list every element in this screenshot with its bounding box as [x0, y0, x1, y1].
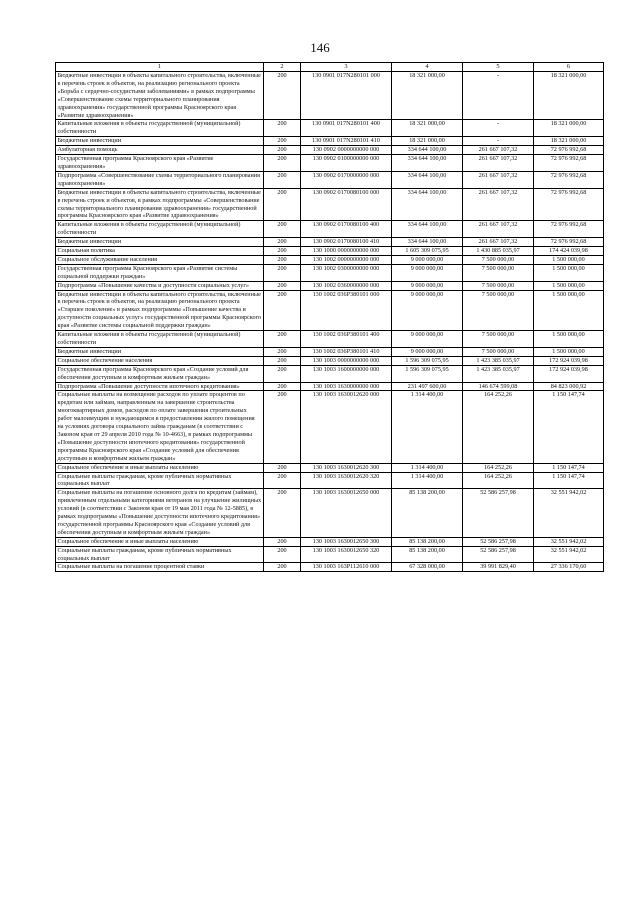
table-row [56, 356, 604, 365]
row-amount-executed: 1 430 885 035,97 [463, 247, 534, 256]
row-amount-executed: 261 667 107,32 [463, 221, 534, 238]
row-name: Социальные выплаты гражданам, кроме публичных нормативных социальных выплат [56, 546, 264, 563]
table-row [56, 221, 604, 238]
table-row [56, 391, 604, 463]
row-amount-plan: 18 321 000,00 [392, 120, 463, 137]
row-amount-executed: 7 500 000,00 [463, 281, 534, 290]
row-amount-remaining: 27 336 170,60 [534, 563, 604, 572]
table-row [56, 546, 604, 563]
row-amount-remaining: 18 321 000,00 [534, 137, 604, 146]
table-row [56, 120, 604, 137]
row-amount-executed: 39 991 829,40 [463, 563, 534, 572]
row-amount-plan: 1 596 309 075,95 [392, 356, 463, 365]
row-amount-executed: 261 667 107,32 [463, 238, 534, 247]
row-amount-executed: 7 500 000,00 [463, 290, 534, 331]
row-name: Социальное обеспечение и иные выплаты населению [56, 463, 264, 472]
row-code: 200 [264, 537, 301, 546]
table-row [56, 255, 604, 264]
row-classification: 130 0902 0170080100 000 [301, 188, 392, 221]
row-classification: 130 1002 0360000000 000 [301, 281, 392, 290]
row-classification: 130 1003 1630012650 300 [301, 537, 392, 546]
row-classification: 130 0902 0000000000 000 [301, 146, 392, 155]
row-name: Амбулаторная помощь [56, 146, 264, 155]
row-name: Бюджетные инвестиции в объекты капитального строительства, включенные в перечень строек и объектов, на реализацию регионального проекта «Старшее поколение» в рамках подпрограммы «Повышение качества и доступности социальных услуг» государственной программы Красноярского края «Развитие системы социальной поддержки граждан» [56, 290, 264, 331]
row-classification: 130 1003 1630000000 000 [301, 382, 392, 391]
row-code: 200 [264, 463, 301, 472]
row-amount-remaining: 84 823 000,92 [534, 382, 604, 391]
row-code: 200 [264, 137, 301, 146]
table-body [56, 72, 604, 572]
table-row [56, 146, 604, 155]
row-amount-remaining: 18 321 000,00 [534, 120, 604, 137]
table-row [56, 290, 604, 331]
row-classification: 130 0902 0170000000 000 [301, 171, 392, 188]
row-amount-executed: 52 586 257,98 [463, 537, 534, 546]
row-code: 200 [264, 120, 301, 137]
row-code: 200 [264, 155, 301, 172]
row-code: 200 [264, 472, 301, 489]
row-name: Подпрограмма «Совершенствование схемы территориального планирования здравоохранения» [56, 171, 264, 188]
row-code: 200 [264, 72, 301, 120]
row-classification: 130 1003 1630012650 000 [301, 489, 392, 537]
row-amount-plan: 9 000 000,00 [392, 281, 463, 290]
row-code: 200 [264, 382, 301, 391]
row-code: 200 [264, 365, 301, 382]
row-code: 200 [264, 546, 301, 563]
row-classification: 130 0901 017N280101 410 [301, 137, 392, 146]
row-name: Капитальные вложения в объекты государственной (муниципальной) собственности [56, 120, 264, 137]
row-amount-remaining: 72 976 992,68 [534, 221, 604, 238]
row-amount-executed: - [463, 72, 534, 120]
column-header: 3 [301, 63, 392, 72]
row-name: Социальные выплаты на погашение процентной ставки [56, 563, 264, 572]
row-amount-remaining: 1 150 147,74 [534, 472, 604, 489]
row-classification: 130 1003 1630012650 320 [301, 546, 392, 563]
table-row [56, 537, 604, 546]
row-name: Бюджетные инвестиции в объекты капитального строительства, включенные в перечень строек и объектов, на реализацию регионального проекта «Борьба с сердечно-сосудистыми заболеваниями» в рамках подпрограммы «Совершенствование схемы территориального планирования здравоохранения» государственной программы Красноярского края «Развитие здравоохранения» [56, 72, 264, 120]
row-code: 200 [264, 171, 301, 188]
row-name: Бюджетные инвестиции [56, 137, 264, 146]
row-amount-remaining: 72 976 992,68 [534, 238, 604, 247]
row-amount-executed: 7 500 000,00 [463, 331, 534, 348]
row-amount-remaining: 72 976 992,68 [534, 188, 604, 221]
row-code: 200 [264, 221, 301, 238]
row-amount-plan: 334 644 100,00 [392, 188, 463, 221]
row-name: Социальные выплаты гражданам, кроме публичных нормативных социальных выплат [56, 472, 264, 489]
row-amount-plan: 231 497 600,00 [392, 382, 463, 391]
row-amount-plan: 334 644 100,00 [392, 171, 463, 188]
row-classification: 130 1002 036P380101 410 [301, 347, 392, 356]
row-classification: 130 1003 1600000000 000 [301, 365, 392, 382]
table-row [56, 347, 604, 356]
row-amount-executed: 1 423 385 035,97 [463, 356, 534, 365]
row-amount-plan: 85 138 200,00 [392, 537, 463, 546]
row-classification: 130 1003 163P112610 000 [301, 563, 392, 572]
table-row [56, 155, 604, 172]
row-amount-remaining: 32 551 942,02 [534, 537, 604, 546]
row-code: 200 [264, 247, 301, 256]
row-name: Бюджетные инвестиции [56, 347, 264, 356]
row-amount-remaining: 1 500 000,00 [534, 264, 604, 281]
row-amount-executed: 164 252,26 [463, 472, 534, 489]
row-amount-remaining: 32 551 942,02 [534, 489, 604, 537]
row-classification: 130 0902 0170080100 400 [301, 221, 392, 238]
row-name: Бюджетные инвестиции в объекты капитального строительства, включенные в перечень строек и объектов, в рамках подпрограммы «Совершенствование схемы территориального планирования здравоохранения» государственной программы Красноярского края «Развитие здравоохранения» [56, 188, 264, 221]
table-row [56, 563, 604, 572]
row-classification: 130 1000 0000000000 000 [301, 247, 392, 256]
row-code: 200 [264, 563, 301, 572]
row-name: Подпрограмма «Повышение доступности ипотечного кредитования» [56, 382, 264, 391]
row-name: Капитальные вложения в объекты государственной (муниципальной) собственности [56, 221, 264, 238]
row-amount-plan: 9 000 000,00 [392, 347, 463, 356]
row-amount-remaining: 1 500 000,00 [534, 347, 604, 356]
row-amount-remaining: 1 500 000,00 [534, 255, 604, 264]
table-row [56, 171, 604, 188]
row-amount-plan: 9 000 000,00 [392, 331, 463, 348]
row-code: 200 [264, 331, 301, 348]
row-code: 200 [264, 238, 301, 247]
row-amount-plan: 9 000 000,00 [392, 255, 463, 264]
row-amount-remaining: 1 150 147,74 [534, 391, 604, 463]
row-code: 200 [264, 188, 301, 221]
table-row [56, 463, 604, 472]
row-amount-plan: 1 596 309 075,95 [392, 365, 463, 382]
row-amount-remaining: 1 150 147,74 [534, 463, 604, 472]
row-code: 200 [264, 356, 301, 365]
row-amount-plan: 85 138 200,00 [392, 546, 463, 563]
row-name: Государственная программа Красноярского края «Создание условий для обеспечения доступным и комфортным жильем граждан» [56, 365, 264, 382]
row-classification: 130 1003 0000000000 000 [301, 356, 392, 365]
row-name: Социальные выплаты на возмещение расходов по уплате процентов по кредитам или займам, направленным на завершение строительства многоквартирных домов, расходов по оплате завершения строительных работ малоимущим и нуждающимся в предоставлении жилого помещения на условиях договора социального займа гражданам (в соответствии с Законом края от 29 апреля 2010 года № 10-4663), в рамках подпрограммы «Повышение доступности ипотечного кредитования» государственной программы Красноярского края «Создание условий для обеспечения доступным и комфортным жильем граждан» [56, 391, 264, 463]
row-classification: 130 0901 017N280101 400 [301, 120, 392, 137]
row-amount-executed: 146 674 599,08 [463, 382, 534, 391]
table-row [56, 247, 604, 256]
row-amount-remaining: 1 500 000,00 [534, 331, 604, 348]
row-amount-plan: 9 000 000,00 [392, 264, 463, 281]
row-amount-remaining: 32 551 942,02 [534, 546, 604, 563]
table-row [56, 331, 604, 348]
row-code: 200 [264, 489, 301, 537]
row-amount-executed: 52 586 257,98 [463, 489, 534, 537]
row-amount-plan: 1 314 400,00 [392, 472, 463, 489]
row-classification: 130 0902 0170080100 410 [301, 238, 392, 247]
row-code: 200 [264, 391, 301, 463]
row-name: Государственная программа Красноярского края «Развитие здравоохранения» [56, 155, 264, 172]
row-code: 200 [264, 281, 301, 290]
row-amount-executed: 7 500 000,00 [463, 255, 534, 264]
row-classification: 130 1003 1630012620 320 [301, 472, 392, 489]
column-header: 6 [534, 63, 604, 72]
table-row [56, 281, 604, 290]
table-row [56, 238, 604, 247]
row-classification: 130 0901 017N280101 000 [301, 72, 392, 120]
table-row [56, 489, 604, 537]
row-classification: 130 0902 0100000000 000 [301, 155, 392, 172]
row-amount-remaining: 172 924 039,98 [534, 365, 604, 382]
row-amount-executed: 1 423 385 035,97 [463, 365, 534, 382]
row-amount-plan: 1 314 400,00 [392, 463, 463, 472]
row-amount-plan: 334 644 100,00 [392, 155, 463, 172]
row-amount-executed: 7 500 000,00 [463, 264, 534, 281]
row-amount-executed: 261 667 107,32 [463, 171, 534, 188]
row-amount-remaining: 72 976 992,68 [534, 155, 604, 172]
row-amount-plan: 67 328 000,00 [392, 563, 463, 572]
row-classification: 130 1003 1630012620 000 [301, 391, 392, 463]
column-header: 1 [56, 63, 264, 72]
row-code: 200 [264, 255, 301, 264]
table-row [56, 472, 604, 489]
row-classification: 130 1003 1630012620 300 [301, 463, 392, 472]
row-classification: 130 1002 0000000000 000 [301, 255, 392, 264]
row-amount-remaining: 72 976 992,68 [534, 171, 604, 188]
row-amount-executed: 261 667 107,32 [463, 188, 534, 221]
row-name: Капитальные вложения в объекты государственной (муниципальной) собственности [56, 331, 264, 348]
row-amount-remaining: 1 500 000,00 [534, 281, 604, 290]
row-amount-plan: 18 321 000,00 [392, 72, 463, 120]
row-amount-plan: 18 321 000,00 [392, 137, 463, 146]
table-row [56, 264, 604, 281]
row-amount-executed: 52 586 257,98 [463, 546, 534, 563]
row-amount-plan: 334 644 100,00 [392, 221, 463, 238]
row-name: Социальные выплаты на погашение основного долга по кредитам (займам), привлеченным отдельными категориями ветеранов на улучшение жилищных условий (в соответствии с Законом края от 19 мая 2011 года № 12-5885), в рамках подпрограммы «Повышение доступности ипотечного кредитования» государственной программы Красноярского края «Создание условий для обеспечения доступным и комфортным жильем граждан» [56, 489, 264, 537]
table-row [56, 188, 604, 221]
row-amount-executed: - [463, 120, 534, 137]
row-name: Социальная политика [56, 247, 264, 256]
row-amount-executed: 7 500 000,00 [463, 347, 534, 356]
row-amount-executed: 164 252,26 [463, 391, 534, 463]
row-code: 200 [264, 264, 301, 281]
row-amount-plan: 334 644 100,00 [392, 238, 463, 247]
row-amount-remaining: 174 424 039,98 [534, 247, 604, 256]
row-classification: 130 1002 0300000000 000 [301, 264, 392, 281]
row-amount-plan: 334 644 100,00 [392, 146, 463, 155]
row-amount-plan: 1 314 400,00 [392, 391, 463, 463]
row-amount-executed: 261 667 107,32 [463, 146, 534, 155]
row-name: Подпрограмма «Повышение качества и доступности социальных услуг» [56, 281, 264, 290]
row-name: Бюджетные инвестиции [56, 238, 264, 247]
budget-table [55, 62, 604, 572]
page-number: 146 [310, 40, 330, 55]
row-name: Социальное обеспечение и иные выплаты населению [56, 537, 264, 546]
row-amount-plan: 85 138 200,00 [392, 489, 463, 537]
row-amount-remaining: 172 924 039,98 [534, 356, 604, 365]
column-header: 5 [463, 63, 534, 72]
table-row [56, 365, 604, 382]
row-code: 200 [264, 347, 301, 356]
row-name: Государственная программа Красноярского края «Развитие системы социальной поддержки граждан» [56, 264, 264, 281]
row-code: 200 [264, 146, 301, 155]
row-amount-plan: 9 000 000,00 [392, 290, 463, 331]
row-amount-remaining: 72 976 992,68 [534, 146, 604, 155]
column-header: 4 [392, 63, 463, 72]
row-amount-remaining: 1 500 000,00 [534, 290, 604, 331]
row-name: Социальное обеспечение населения [56, 356, 264, 365]
row-classification: 130 1002 036P380101 000 [301, 290, 392, 331]
row-amount-executed: - [463, 137, 534, 146]
column-header: 2 [264, 63, 301, 72]
row-name: Социальное обслуживание населения [56, 255, 264, 264]
table-row [56, 382, 604, 391]
row-amount-executed: 164 252,26 [463, 463, 534, 472]
row-classification: 130 1002 036P380101 400 [301, 331, 392, 348]
table-row [56, 137, 604, 146]
table-row [56, 72, 604, 120]
row-amount-executed: 261 667 107,32 [463, 155, 534, 172]
row-amount-plan: 1 605 309 075,95 [392, 247, 463, 256]
row-amount-remaining: 18 321 000,00 [534, 72, 604, 120]
header-row [56, 63, 604, 72]
row-code: 200 [264, 290, 301, 331]
